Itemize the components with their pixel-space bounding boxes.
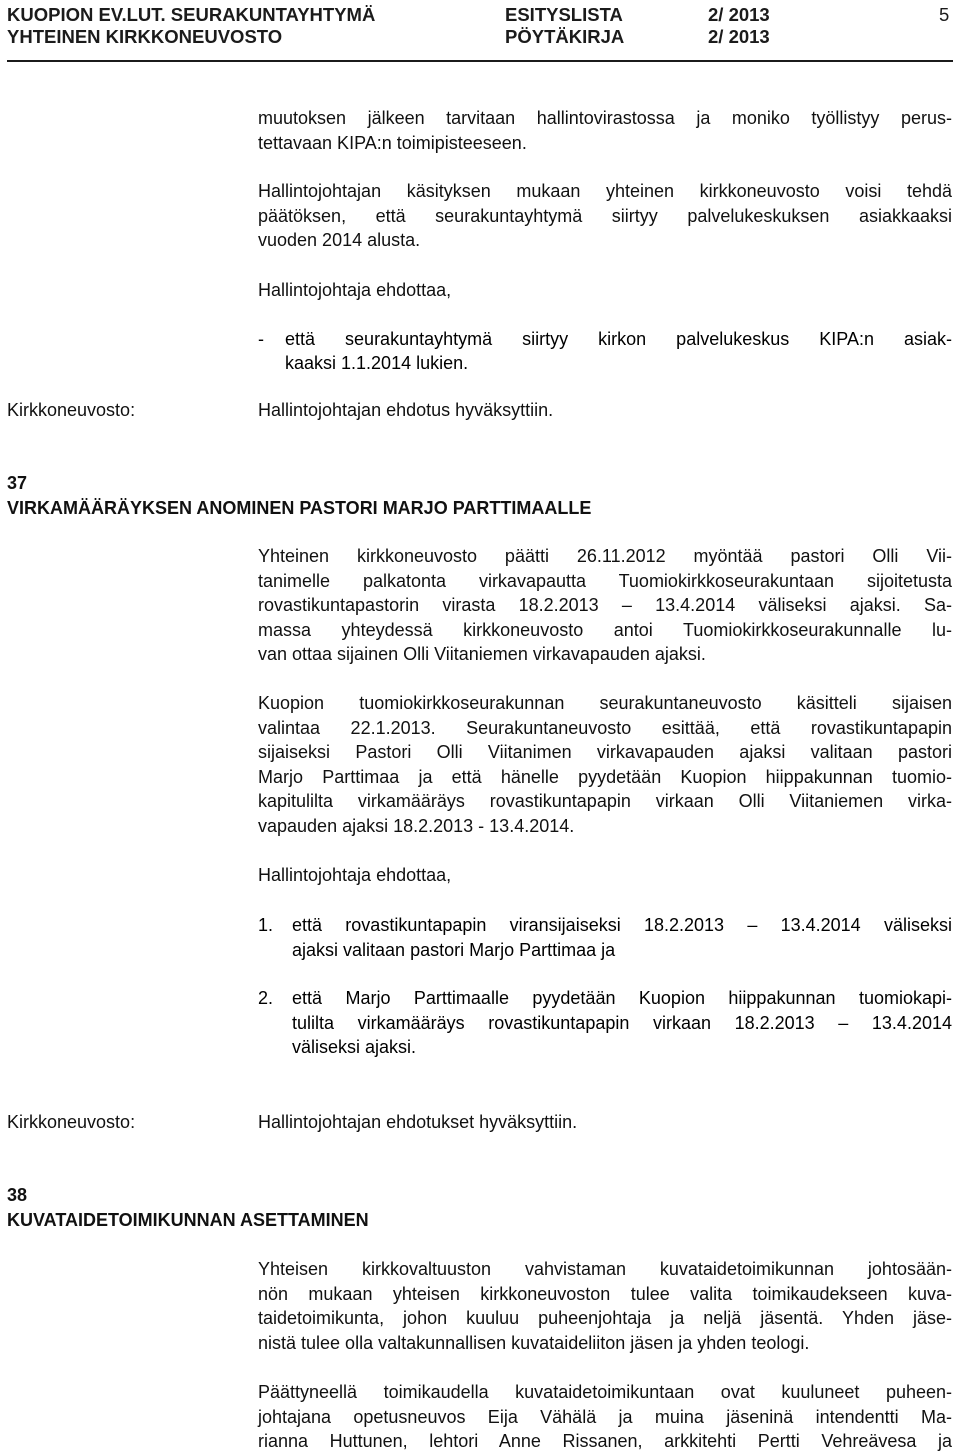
- intro-paragraph-1: [258, 106, 952, 155]
- agenda-number: 2/ 2013: [708, 4, 770, 25]
- text-line: nistä tulee olla valtakunnallisen kuvataideliiton jäsen ja yhden teologi.: [258, 1332, 810, 1353]
- text-line: että rovastikuntapapin viransijaiseksi 18.2.2013 – 13.4.2014 väliseksi: [292, 915, 952, 935]
- section-number: 38: [7, 1185, 28, 1205]
- text-line: vuoden 2014 alusta.: [258, 230, 421, 251]
- text-line: Yhteinen kirkkoneuvosto päätti 26.11.2012 myöntää pastori Olli Vii-: [258, 546, 952, 566]
- text-line: Päättyneellä toimikaudella kuvataidetoimikuntaan ovat kuuluneet puheen-: [258, 1382, 952, 1402]
- decision-label: Kirkkoneuvosto:: [7, 1112, 136, 1132]
- text-line: väliseksi ajaksi.: [292, 1037, 417, 1058]
- minutes-number: 2/ 2013: [708, 26, 770, 47]
- section-title: VIRKAMÄÄRÄYKSEN ANOMINEN PASTORI MARJO PARTTIMAALLE: [7, 498, 592, 518]
- text-line: ajaksi valitaan pastori Marjo Parttimaa ja: [292, 939, 616, 960]
- doc-type-agenda: ESITYSLISTA: [505, 4, 623, 25]
- text-line: kapitulilta virkamääräys rovastikuntapapin virkaan Olli Viitaniemen virka-: [258, 791, 952, 812]
- body-name: YHTEINEN KIRKKONEUVOSTO: [7, 26, 283, 47]
- text-line: tanimelle palkatonta virkavapautta Tuomiokirkkoseurakuntaan sijoitetusta: [258, 570, 952, 591]
- text-line: massa yhteydessä kirkkoneuvosto antoi Tuomiokirkkoseurakunnalle lu-: [258, 619, 952, 640]
- page-number: 5: [939, 4, 950, 25]
- list-marker: -: [258, 329, 264, 349]
- text-line: päätöksen, että seurakuntayhtymä siirtyy palvelukeskuksen asiakkaaksi: [258, 205, 952, 226]
- page-header: [7, 4, 953, 48]
- section37-proposal-intro: [258, 863, 952, 888]
- text-line: tulilta virkamääräys rovastikuntapapin virkaan 18.2.2013 – 13.4.2014: [292, 1012, 952, 1033]
- doc-type-minutes: PÖYTÄKIRJA: [505, 26, 625, 47]
- text-line: Marjo Parttimaa ja että hänelle pyydetään Kuopion hiippakunnan tuomio-: [258, 766, 952, 787]
- proposal-item-text: [285, 327, 952, 375]
- decision-label: Kirkkoneuvosto:: [7, 400, 136, 420]
- intro-paragraph-2: [258, 179, 952, 253]
- text-line: kaaksi 1.1.2014 lukien.: [285, 353, 469, 373]
- list-marker: 1.: [258, 915, 274, 935]
- header-divider: [7, 60, 953, 62]
- text-line: nön mukaan yhteisen kirkkoneuvoston tulee valita toimikaudekseen kuva-: [258, 1283, 952, 1304]
- proposal-item: [258, 913, 952, 963]
- text-line: Hallintojohtajan käsityksen mukaan yhteinen kirkkoneuvosto voisi tehdä: [258, 181, 952, 201]
- proposal-intro-text: Hallintojohtaja ehdottaa,: [258, 865, 452, 885]
- text-line: rianna Huttunen, lehtori Anne Rissanen, arkkitehti Pertti Vehreävesa ja: [258, 1431, 952, 1452]
- text-line: Kuopion tuomiokirkkoseurakunnan seurakuntaneuvosto käsitteli sijaisen: [258, 693, 952, 713]
- text-line: vapauden ajaksi 18.2.2013 - 13.4.2014.: [258, 815, 575, 836]
- proposal-item-text: [292, 913, 952, 962]
- text-line: tettavaan KIPA:n toimipisteeseen.: [258, 132, 527, 153]
- section38-paragraph-2: [258, 1380, 952, 1454]
- text-line: taidetoimikunta, johon kuuluu puheenjohtaja ja neljä jäsentä. Yhden jäse-: [258, 1308, 952, 1329]
- section37-paragraph-1: [258, 544, 952, 667]
- proposal-item: [258, 986, 952, 1061]
- text-line: Yhteisen kirkkovaltuuston vahvistaman kuvataidetoimikunnan johtosään-: [258, 1259, 952, 1279]
- section-title: KUVATAIDETOIMIKUNNAN ASETTAMINEN: [7, 1210, 369, 1230]
- section-number: 37: [7, 473, 28, 493]
- proposal-intro-text: Hallintojohtaja ehdottaa,: [258, 280, 452, 300]
- organization-name: KUOPION EV.LUT. SEURAKUNTAYHTYMÄ: [7, 4, 376, 25]
- decision-text: Hallintojohtajan ehdotus hyväksyttiin.: [258, 400, 554, 420]
- text-line: että seurakuntayhtymä siirtyy kirkon palvelukeskus KIPA:n asiak-: [285, 329, 952, 349]
- text-line: johtajana opetusneuvos Eija Vähälä ja muina jäseninä intendentti Ma-: [258, 1406, 952, 1427]
- proposal-item-text: [292, 986, 952, 1060]
- section37-paragraph-2: [258, 691, 952, 839]
- text-line: muutoksen jälkeen tarvitaan hallintovirastossa ja moniko työllistyy perus-: [258, 108, 952, 128]
- proposal-intro: [258, 278, 952, 303]
- text-line: että Marjo Parttimaalle pyydetään Kuopion hiippakunnan tuomiokapi-: [292, 988, 952, 1008]
- list-marker: 2.: [258, 988, 274, 1008]
- text-line: van ottaa sijainen Olli Viitaniemen virkavapauden ajaksi.: [258, 644, 706, 665]
- text-line: rovastikuntapastorin virasta 18.2.2013 – 13.4.2014 väliseksi ajaksi. Sa-: [258, 595, 952, 616]
- decision-text: Hallintojohtajan ehdotukset hyväksyttiin.: [258, 1112, 578, 1132]
- proposal-item: [258, 327, 952, 375]
- section38-paragraph-1: [258, 1257, 952, 1355]
- text-line: sijaiseksi Pastori Olli Viitanimen virkavapauden ajaksi valitaan pastori: [258, 742, 952, 763]
- text-line: valintaa 22.1.2013. Seurakuntaneuvosto esittää, että rovastikuntapapin: [258, 717, 952, 738]
